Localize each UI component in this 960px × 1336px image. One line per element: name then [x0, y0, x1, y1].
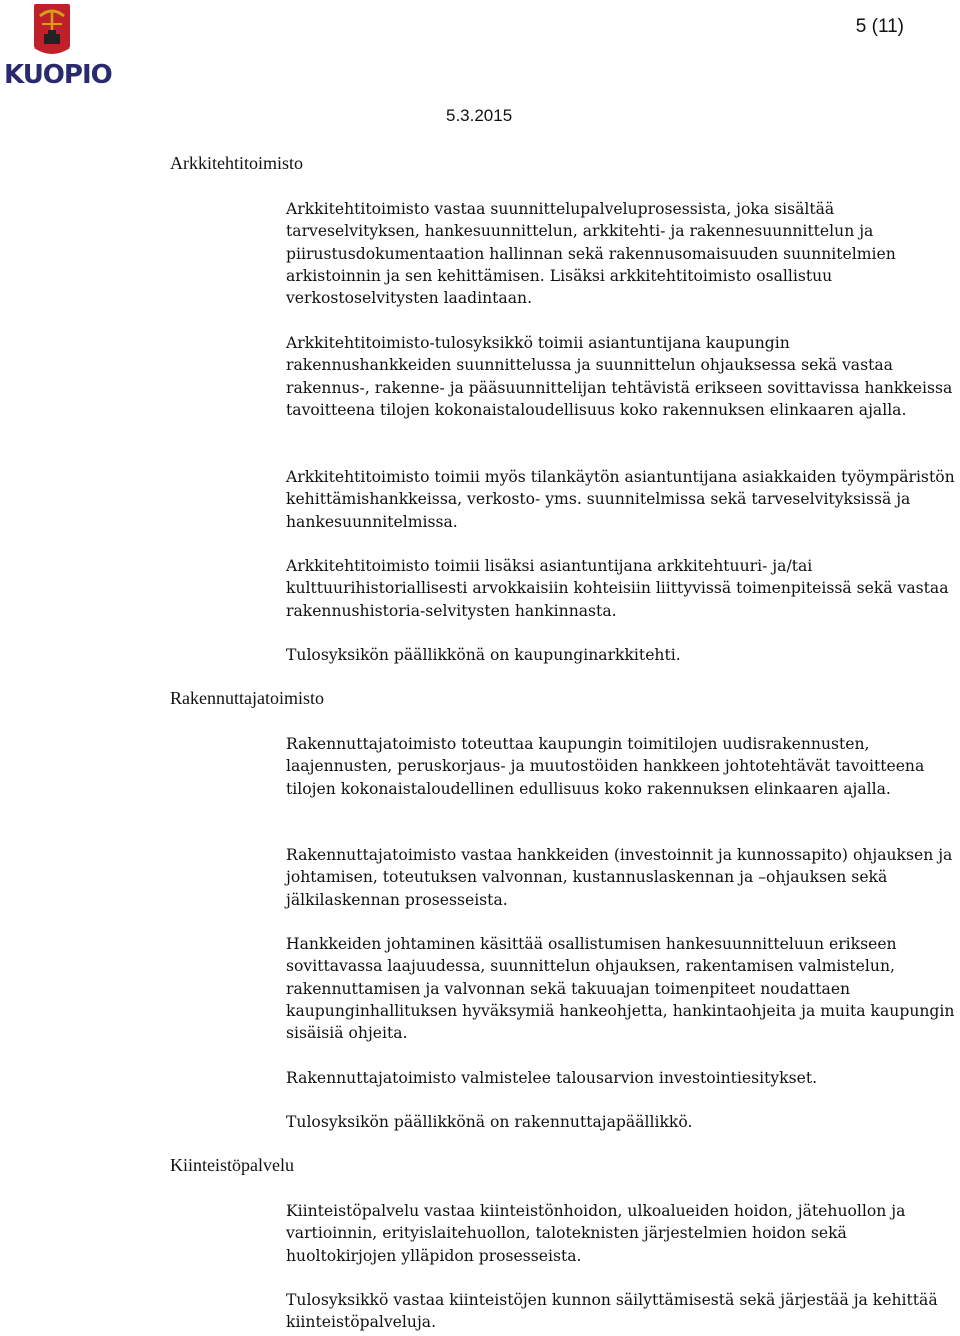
logo-text: KUOPIO	[4, 60, 112, 90]
paragraph: Rakennuttajatoimisto toteuttaa kaupungin toimitilojen uudisrakennusten, laajennusten, peruskorjaus- ja muutostöiden hankkeen johtotehtävät tavoitteena tilojen kokonaistaloudellinen edullisuus koko rakennuksen elinkaaren ajalla.	[286, 735, 925, 798]
page-number: 5 (11)	[855, 16, 904, 37]
paragraph: Rakennuttajatoimisto vastaa hankkeiden (investoinnit ja kunnossapito) ohjauksen ja johtamisen, toteutuksen valvonnan, kustannuslaskennan ja –ohjauksen sekä jälkilaskennan prosesseista.	[286, 846, 953, 909]
coat-of-arms-icon	[4, 2, 100, 62]
paragraph: Rakennuttajatoimisto valmistelee talousarvion investointiesitykset.	[286, 1069, 818, 1087]
paragraph: Tulosyksikkö vastaa kiinteistöjen kunnon säilyttämisestä sekä järjestää ja kehittää kiinteistöpalveluja.	[286, 1291, 938, 1332]
paragraph: Tulosyksikön päällikkönä on kaupunginarkkitehti.	[286, 646, 681, 664]
paragraph: Arkkitehtitoimisto-tulosyksikkö toimii asiantuntijana kaupungin rakennushankkeiden suunnittelussa ja suunnittelun ohjauksessa sekä vastaa rakennus-, rakenne- ja pääsuunnittelijan tehtävistä erikseen sovittavissa hankkeissa tavoitteena tilojen kokonaistaloudellisuus koko rakennuksen elinkaaren ajalla.	[286, 334, 953, 419]
section-heading-kiinteistopalvelu: Kiinteistöpalvelu	[170, 1155, 294, 1175]
paragraph: Hankkeiden johtaminen käsittää osallistumisen hankesuunnitteluun erikseen sovittavassa laajuudessa, suunnittelun ohjauksen, rakentamisen valmistelun, rakennuttamisen ja valvonnan sekä takuuajan toimenpiteet noudattaen kaupunginhallituksen hyväksymiä hankeohjetta, hankintaohjeita ja muita kaupungin sisäisiä ohjeita.	[286, 935, 955, 1043]
document-date: 5.3.2015	[446, 106, 513, 125]
paragraph: Arkkitehtitoimisto vastaa suunnittelupalveluprosessista, joka sisältää tarveselvityksen, hankesuunnittelun, arkkitehti- ja rakennesuunnittelun ja piirustusdokumentaation hallinnan sekä rakennusomaisuuden suunnitelmien arkistoinnin ja sen kehittämisen. Lisäksi arkkitehtitoimisto osallistuu verkostoselvitysten laadintaan.	[286, 200, 896, 308]
paragraph: Arkkitehtitoimisto toimii lisäksi asiantuntijana arkkitehtuuri- ja/tai kulttuurihistoriallisesti arvokkaisiin kohteisiin liittyvissä toimenpiteissä sekä vastaa rakennushistoria-selvitysten hankinnasta.	[286, 557, 949, 620]
paragraph: Kiinteistöpalvelu vastaa kiinteistönhoidon, ulkoalueiden hoidon, jätehuollon ja vartioinnin, erityislaitehuollon, taloteknisten järjestelmien hoidon sekä huoltokirjojen ylläpidon prosesseista.	[286, 1202, 906, 1265]
section-heading-arkkitehtitoimisto: Arkkitehtitoimisto	[170, 153, 303, 173]
section-heading-rakennuttajatoimisto: Rakennuttajatoimisto	[170, 688, 324, 708]
kuopio-logo	[4, 2, 112, 98]
paragraph: Arkkitehtitoimisto toimii myös tilankäytön asiantuntijana asiakkaiden työympäristön kehittämishankkeissa, verkosto- yms. suunnitelmissa sekä tarveselvityksissä ja hankesuunnitelmissa.	[286, 468, 955, 531]
paragraph: Tulosyksikön päällikkönä on rakennuttajapäällikkö.	[286, 1113, 693, 1131]
